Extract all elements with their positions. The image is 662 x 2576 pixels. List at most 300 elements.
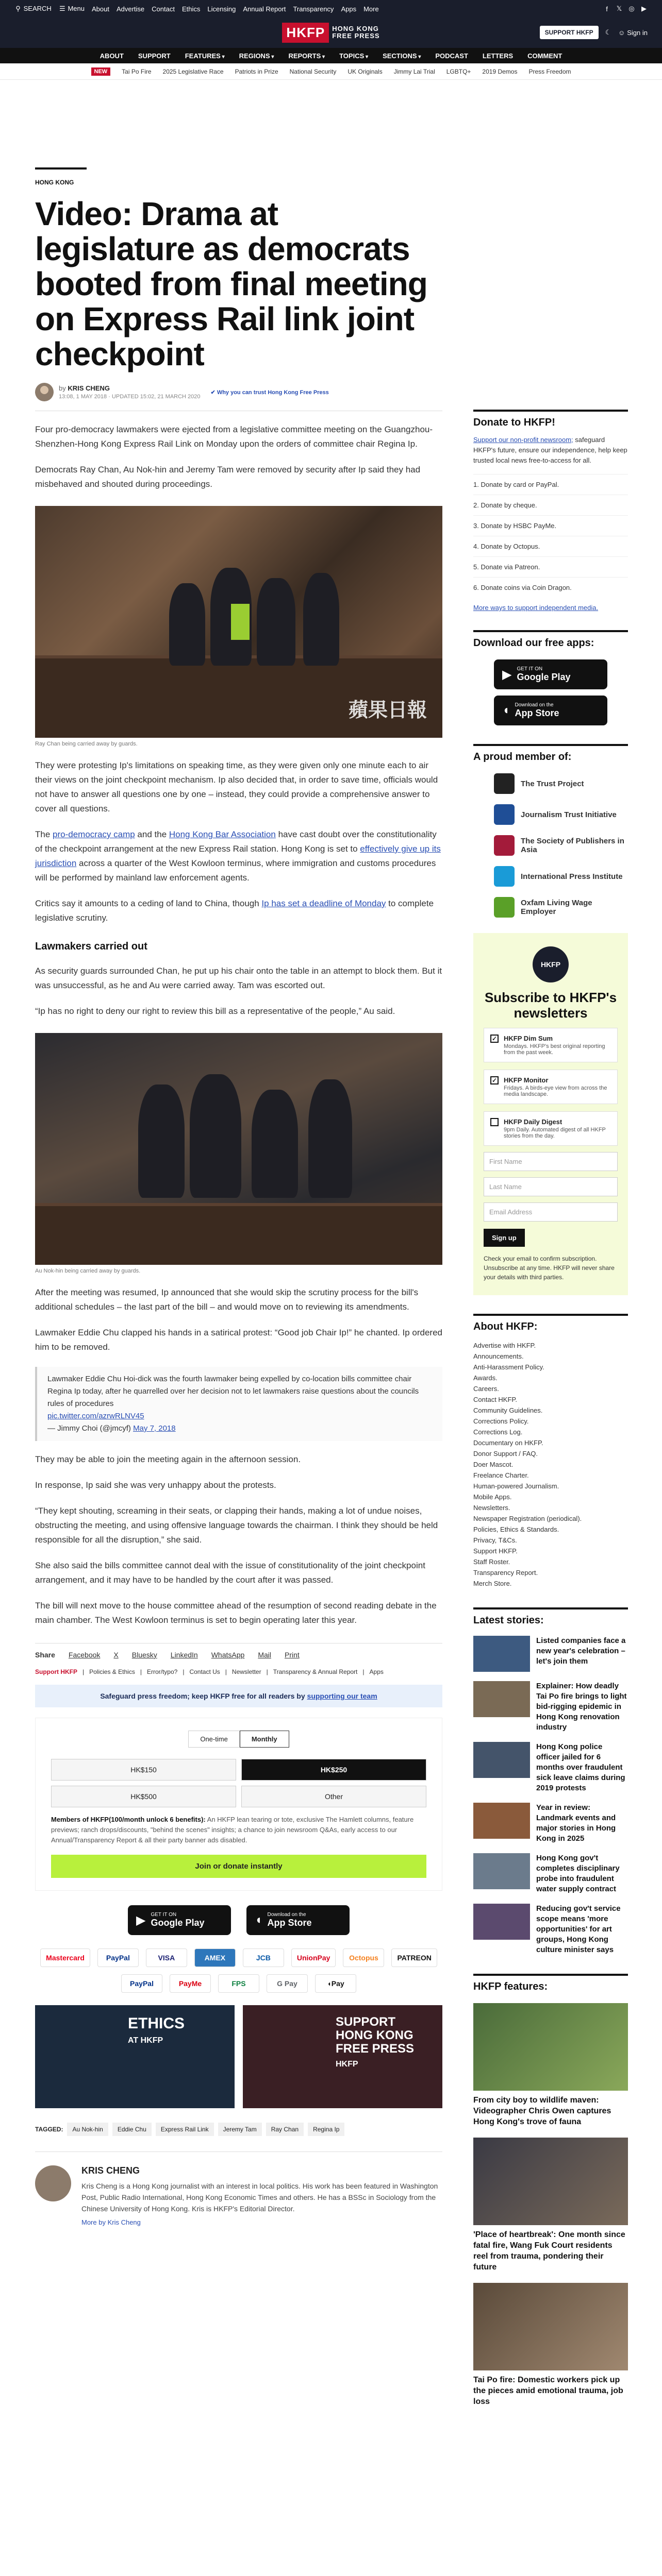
search-label: SEARCH bbox=[23, 5, 52, 12]
about-item[interactable]: Donor Support / FAQ. bbox=[473, 1450, 538, 1458]
paragraph: She also said the bills committee cannot deal with the issue of constitutionality of the joint checkpoint arrangement, and it may have to be handled by the court after it was passed. bbox=[35, 1561, 425, 1585]
tweet-pic-link[interactable]: pic.twitter.com/azrwRLNV45 bbox=[47, 1412, 144, 1420]
newsletter-option-title: HKFP Dim Sum bbox=[504, 1035, 553, 1042]
author-bio: Kris Cheng is a Hong Kong journalist with an interest in local politics. His work has been featured in Washington Post, Public Radio International, Hong Kong Economic Times and others. He has a BSSc in Sociology from the Chinese University of Hong Kong. Kris is HKFP's Editorial Director. bbox=[81, 2182, 438, 2213]
ipi-icon bbox=[494, 866, 515, 887]
google-play-button[interactable] bbox=[494, 659, 607, 689]
about-item[interactable]: Human-powered Journalism. bbox=[473, 1482, 559, 1490]
instagram-icon[interactable]: ◎ bbox=[628, 5, 635, 12]
photo-watermark: 蘋果日報 bbox=[348, 700, 427, 721]
share-mail[interactable]: Mail bbox=[258, 1651, 271, 1659]
latest-story[interactable] bbox=[473, 1803, 628, 1844]
google-play-icon: ▶ bbox=[136, 1913, 146, 1927]
donate-method[interactable]: 5. Donate via Patreon. bbox=[473, 556, 628, 577]
top-link-ethics[interactable]: Ethics bbox=[181, 5, 201, 13]
promo-banners bbox=[35, 2005, 442, 2108]
trending-item[interactable]: 2019 Demos bbox=[482, 67, 518, 75]
share-facebook[interactable]: Facebook bbox=[68, 1651, 101, 1659]
member-trust-project[interactable] bbox=[494, 773, 628, 794]
trending-item[interactable]: Jimmy Lai Trial bbox=[393, 67, 435, 75]
more-by-author-link[interactable]: More by Kris Cheng bbox=[81, 2218, 141, 2226]
trending-item[interactable]: Patriots in Prize bbox=[235, 67, 278, 75]
article-photo-2[interactable] bbox=[35, 1033, 442, 1265]
top-right bbox=[603, 5, 648, 13]
about-item[interactable]: Corrections Log. bbox=[473, 1428, 523, 1436]
sidebar-features bbox=[473, 1974, 628, 2407]
paragraph: Four pro-democracy lawmakers were ejected from a legislative committee meeting on the Guangzhou-Shenzhen-Hong Kong Express Rail Link on Monday upon the orders of committee chair Regina Ip. bbox=[35, 425, 433, 449]
tag[interactable]: Au Nok-hin bbox=[67, 2123, 108, 2136]
about-item[interactable]: Policies, Ethics & Standards. bbox=[473, 1526, 559, 1533]
donate-widget bbox=[35, 1718, 442, 1891]
payment-methods bbox=[35, 1948, 442, 1993]
feature-story[interactable] bbox=[473, 2003, 628, 2127]
trending-item[interactable]: UK Originals bbox=[347, 67, 383, 75]
paragraph bbox=[35, 827, 442, 885]
trending-item[interactable]: Tai Po Fire bbox=[122, 67, 152, 75]
nav-letters[interactable]: LETTERS bbox=[482, 52, 514, 60]
dark-mode-icon[interactable]: ☾ bbox=[605, 28, 611, 36]
story-title: Hong Kong police officer jailed for 6 months over fraudulent sick leave claims during 2019 protests bbox=[536, 1742, 625, 1792]
sidebar-donate-title: Donate to HKFP! bbox=[473, 410, 628, 429]
app-store-text bbox=[268, 1912, 312, 1928]
share-bluesky[interactable]: Bluesky bbox=[131, 1651, 157, 1659]
share-whatsapp[interactable]: WhatsApp bbox=[211, 1651, 245, 1659]
amount-option-other[interactable]: Other bbox=[241, 1786, 426, 1807]
photo-figure bbox=[169, 583, 205, 666]
donate-method[interactable]: 6. Donate coins via Coin Dragon. bbox=[473, 577, 628, 598]
author-box-content bbox=[81, 2165, 442, 2226]
share-x[interactable]: X bbox=[113, 1651, 119, 1659]
promo-title: ETHICS bbox=[128, 2015, 185, 2032]
story-thumbnail bbox=[473, 1681, 530, 1717]
paragraph: Democrats Ray Chan, Au Nok-hin and Jeremy Tam were removed by security after Ip said they had misbehaved and shouted during proceedings. bbox=[35, 465, 421, 489]
logo-line2: FREE PRESS bbox=[332, 32, 380, 40]
tags-row bbox=[35, 2123, 442, 2136]
sopa-icon bbox=[494, 835, 515, 856]
nav-topics[interactable]: TOPICS ▾ bbox=[339, 52, 368, 60]
top-link-annual-report[interactable]: Annual Report bbox=[243, 5, 286, 13]
link-bar-association[interactable]: Hong Kong Bar Association bbox=[169, 829, 276, 839]
checkbox-checked-icon[interactable]: ✓ bbox=[490, 1076, 499, 1084]
trending-item[interactable]: 2025 Legislative Race bbox=[162, 67, 224, 75]
latest-title: Latest stories: bbox=[473, 1607, 628, 1626]
nav-support[interactable]: SUPPORT bbox=[138, 52, 171, 60]
support-hkfp-button[interactable]: SUPPORT HKFP bbox=[540, 26, 599, 39]
share-linkedin[interactable]: LinkedIn bbox=[170, 1651, 198, 1659]
newsletter-option[interactable] bbox=[484, 1028, 618, 1062]
about-item[interactable]: Freelance Charter. bbox=[473, 1471, 529, 1479]
search-button[interactable] bbox=[14, 5, 52, 13]
subheading: Lawmakers carried out bbox=[35, 941, 147, 952]
by-label: by bbox=[59, 384, 68, 392]
about-item[interactable]: Merch Store. bbox=[473, 1580, 512, 1587]
member-label: International Press Institute bbox=[521, 872, 623, 881]
menu-icon: ☰ bbox=[59, 5, 65, 12]
newsletter-title: Subscribe to HKFP's newsletters bbox=[484, 990, 617, 1021]
article-photo-1[interactable] bbox=[35, 506, 442, 738]
menu-button[interactable] bbox=[59, 5, 85, 13]
paragraph: “Ip has no right to deny our right to review this bill as a representative of the people,” Au said. bbox=[35, 1006, 395, 1016]
logo-line1: HONG KONG bbox=[332, 25, 379, 32]
link-pro-democracy[interactable]: pro-democracy camp bbox=[53, 829, 135, 839]
google-pay-icon: G Pay bbox=[267, 1974, 308, 1993]
member-jti[interactable] bbox=[494, 804, 628, 825]
footer-link[interactable]: Apps bbox=[369, 1668, 384, 1675]
about-item[interactable]: Awards. bbox=[473, 1374, 498, 1382]
nav-sections[interactable]: SECTIONS ▾ bbox=[383, 52, 421, 60]
mastercard-icon: Mastercard bbox=[40, 1948, 90, 1967]
sidebar-about bbox=[473, 1314, 628, 1589]
app-store-label: App Store bbox=[267, 1918, 312, 1928]
frequency-toggle bbox=[51, 1731, 426, 1748]
feature-title: 'Place of heartbreak': One month since fatal fire, Wang Fuk Court residents reel from trauma, pondering their future bbox=[473, 2230, 625, 2272]
tag[interactable]: Ray Chan bbox=[266, 2123, 304, 2136]
paragraph: The bill will next move to the house committee ahead of the resumption of second reading debate in the main chamber. The West Kowloon terminus is set to begin operating later this year. bbox=[35, 1601, 437, 1625]
apple-icon: ◖ bbox=[255, 1913, 262, 1927]
nav-about[interactable]: ABOUT bbox=[100, 52, 124, 60]
footer-link[interactable]: Policies & Ethics bbox=[89, 1668, 135, 1675]
join-donate-button[interactable]: Join or donate instantly bbox=[51, 1855, 426, 1878]
photo-figure bbox=[308, 1079, 352, 1198]
section-label[interactable]: HONG KONG bbox=[35, 179, 74, 186]
search-icon: ⚲ bbox=[15, 5, 21, 12]
newsletter-badge: HKFP bbox=[533, 946, 569, 982]
story-thumbnail bbox=[473, 1742, 530, 1778]
newsletter-option-text bbox=[504, 1076, 611, 1097]
paragraph: As security guards surrounded Chan, he put up his chair onto the table in an attempt to block them. But it was unsuccessful, as he and Au were carried away. Tam was escorted out. bbox=[35, 966, 442, 990]
main-nav bbox=[0, 48, 662, 63]
newsletter-option-desc: 9pm Daily. Automated digest of all HKFP stories from the day. bbox=[504, 1127, 606, 1139]
text-run: The bbox=[35, 829, 53, 839]
about-item[interactable]: Documentary on HKFP. bbox=[473, 1439, 543, 1447]
about-item[interactable]: Contact HKFP. bbox=[473, 1396, 518, 1403]
trust-icon: ✔ bbox=[210, 389, 217, 396]
about-item[interactable]: Doer Mascot. bbox=[473, 1461, 514, 1468]
payme-icon: PayMe bbox=[170, 1974, 211, 1993]
photo-figure bbox=[138, 1084, 185, 1198]
top-link-apps[interactable]: Apps bbox=[341, 5, 357, 13]
nav-regions[interactable]: REGIONS ▾ bbox=[239, 52, 274, 60]
photo-caption: Au Nok-hin being carried away by guards. bbox=[35, 1268, 141, 1274]
embedded-tweet bbox=[35, 1367, 442, 1441]
trust-link[interactable] bbox=[211, 389, 329, 396]
trending-item[interactable]: LGBTQ+ bbox=[446, 67, 471, 75]
email-input[interactable]: Email Address bbox=[484, 1202, 618, 1222]
donate-method[interactable]: 2. Donate by cheque. bbox=[473, 495, 628, 515]
author-avatar[interactable] bbox=[35, 383, 54, 401]
about-item[interactable]: Community Guidelines. bbox=[473, 1406, 543, 1414]
one-time-tab[interactable]: One-time bbox=[188, 1731, 239, 1748]
share-bar bbox=[35, 1643, 442, 1659]
menu-label: Menu bbox=[68, 5, 85, 12]
latest-story[interactable] bbox=[473, 1853, 628, 1894]
trust-project-icon bbox=[494, 773, 515, 794]
donate-method[interactable]: 4. Donate by Octopus. bbox=[473, 536, 628, 556]
paypal-icon: PayPal bbox=[97, 1948, 139, 1967]
tweet-date-link[interactable]: May 7, 2018 bbox=[133, 1424, 176, 1433]
article-title: Video: Drama at legislature as democrats booted from final meeting on Express Rail link joint checkpoint bbox=[35, 195, 427, 372]
about-item[interactable]: Support HKFP. bbox=[473, 1547, 518, 1555]
ethics-promo[interactable] bbox=[35, 2005, 235, 2108]
story-thumbnail bbox=[473, 1853, 530, 1889]
sidebar-donate-link[interactable]: Support our non-profit newsroom; bbox=[473, 436, 573, 444]
about-item[interactable]: Announcements. bbox=[473, 1352, 524, 1360]
article-dates: 13:08, 1 MAY 2018 · UPDATED 15:02, 21 MARCH 2020 bbox=[59, 394, 201, 400]
top-link-transparency[interactable]: Transparency bbox=[293, 5, 334, 13]
checkbox-checked-icon[interactable]: ✓ bbox=[490, 1035, 499, 1043]
photo-green-shirt bbox=[231, 604, 250, 640]
photo-figure bbox=[257, 578, 295, 666]
tag[interactable]: Express Rail Link bbox=[156, 2123, 214, 2136]
about-item[interactable]: Staff Roster. bbox=[473, 1558, 510, 1566]
footer-link[interactable]: Transparency & Annual Report bbox=[273, 1668, 358, 1675]
fps-icon: FPS bbox=[218, 1974, 259, 1993]
feature-image bbox=[473, 2138, 628, 2225]
about-item[interactable]: Corrections Policy. bbox=[473, 1417, 529, 1425]
youtube-icon[interactable]: ▶ bbox=[641, 5, 647, 12]
tweet-author: — Jimmy Choi (@jmcyf) bbox=[47, 1424, 134, 1433]
footer-link[interactable]: Support HKFP bbox=[35, 1668, 77, 1675]
app-store-button[interactable] bbox=[246, 1905, 350, 1935]
trending-item[interactable]: Press Freedom bbox=[528, 67, 571, 75]
about-item[interactable]: Newspaper Registration (periodical). bbox=[473, 1515, 582, 1522]
text-run: Critics say it amounts to a ceding of land to China, though bbox=[35, 899, 262, 908]
photo-caption: Ray Chan being carried away by guards. bbox=[35, 741, 138, 747]
membership-note bbox=[51, 1815, 426, 1845]
story-title: Explainer: How deadly Tai Po fire brings to light bid-rigging epidemic in Hong Kong renovation industry bbox=[536, 1682, 627, 1732]
header-actions bbox=[493, 26, 648, 39]
top-link-about[interactable]: About bbox=[91, 5, 109, 13]
latest-story[interactable] bbox=[473, 1742, 628, 1793]
tag[interactable]: Regina Ip bbox=[308, 2123, 344, 2136]
unionpay-icon: UnionPay bbox=[291, 1948, 336, 1967]
link-deadline[interactable]: Ip has set a deadline of Monday bbox=[261, 899, 386, 908]
paragraph: After the meeting was resumed, Ip announced that she would skip the scrutiny process for the bill's additional schedules – the last part of the bill – and would move on to reviewing its amendments. bbox=[35, 1287, 419, 1312]
sign-in-link[interactable] bbox=[618, 29, 648, 37]
logo-text bbox=[332, 25, 379, 40]
about-item[interactable]: Anti-Harassment Policy. bbox=[473, 1363, 544, 1371]
google-play-text bbox=[151, 1912, 204, 1928]
member-sopa[interactable] bbox=[494, 835, 628, 856]
latest-story[interactable] bbox=[473, 1681, 628, 1733]
feature-story[interactable] bbox=[473, 2283, 628, 2407]
nav-features[interactable]: FEATURES ▾ bbox=[185, 52, 225, 60]
promo-subtitle: AT HKFP bbox=[128, 2036, 163, 2045]
google-play-button[interactable] bbox=[128, 1905, 231, 1935]
newsletter-option-desc: Fridays. A birds-eye view from across the media landscape. bbox=[504, 1085, 607, 1097]
newsletter-option[interactable] bbox=[484, 1070, 618, 1104]
photo-desk bbox=[35, 1203, 442, 1265]
nav-reports[interactable]: REPORTS ▾ bbox=[288, 52, 325, 60]
trending-bar bbox=[0, 63, 662, 80]
amex-icon: AMEX bbox=[194, 1948, 236, 1967]
visa-icon: VISA bbox=[146, 1948, 187, 1967]
google-play-small: GET IT ON bbox=[151, 1912, 177, 1918]
story-thumbnail bbox=[473, 1803, 530, 1839]
story-thumbnail bbox=[473, 1904, 530, 1940]
section-divider bbox=[35, 167, 87, 170]
sidebar-apps bbox=[473, 630, 628, 725]
google-play-label: Google Play bbox=[151, 1918, 205, 1928]
last-name-input[interactable]: Last Name bbox=[484, 1177, 618, 1196]
feature-title: Tai Po fire: Domestic workers pick up the pieces amid emotional trauma, job loss bbox=[473, 2376, 623, 2406]
text-run: have cast doubt over the constitutionality of the checkpoint arrangement at the new Express Rail station. Hong Kong is set to bbox=[35, 829, 437, 854]
photo-figure bbox=[190, 1074, 241, 1198]
top-link-more[interactable]: More bbox=[363, 5, 379, 13]
about-item[interactable]: Privacy, T&Cs. bbox=[473, 1536, 517, 1544]
tag[interactable]: Jeremy Tam bbox=[218, 2123, 262, 2136]
amount-options bbox=[51, 1759, 426, 1807]
member-label: The Society of Publishers in Asia bbox=[521, 837, 624, 854]
sidebar-store-buttons bbox=[473, 659, 628, 725]
app-store-small: Download on the bbox=[267, 1912, 306, 1918]
newsletter-option-title: HKFP Monitor bbox=[504, 1076, 549, 1084]
promo-subtitle: HKFP bbox=[336, 2060, 358, 2069]
about-item[interactable]: Careers. bbox=[473, 1385, 499, 1393]
newsletter-signup bbox=[473, 933, 628, 1295]
tag[interactable]: Eddie Chu bbox=[112, 2123, 152, 2136]
newsletter-note: Check your email to confirm subscription. Unsubscribe at any time. HKFP will never share your details with third parties. bbox=[484, 1255, 615, 1281]
about-title: About HKFP: bbox=[473, 1314, 628, 1333]
first-name-input[interactable]: First Name bbox=[484, 1152, 618, 1171]
banner-link[interactable]: supporting our team bbox=[307, 1692, 377, 1700]
member-oxfam[interactable] bbox=[494, 897, 628, 918]
top-link-licensing[interactable]: Licensing bbox=[207, 5, 236, 13]
about-item[interactable]: Mobile Apps. bbox=[473, 1493, 512, 1501]
byline bbox=[35, 383, 442, 401]
feature-story[interactable] bbox=[473, 2138, 628, 2273]
tweet-attribution bbox=[47, 1422, 432, 1435]
app-store-label: App Store bbox=[515, 708, 559, 718]
byline-text bbox=[59, 384, 201, 400]
membership-note-bold: Members of HKFP(100/month unlock 6 benefits): bbox=[51, 1816, 206, 1823]
author-box-avatar[interactable] bbox=[35, 2165, 71, 2201]
sidebar-latest bbox=[473, 1607, 628, 1955]
logo-mark: HKFP bbox=[282, 23, 329, 43]
paragraph: They were protesting Ip's limitations on speaking time, as they were given only one minute each to air their views on the joint checkpoint mechanism. Ip also decided that, in order to save time, officials would not have to answer all questions one by one – instead, they could provide a comprehensive answer to cover all questions. bbox=[35, 760, 438, 814]
support-banner bbox=[35, 1685, 442, 1707]
app-store-button[interactable] bbox=[494, 696, 607, 725]
sign-up-button[interactable]: Sign up bbox=[484, 1229, 525, 1247]
share-print[interactable]: Print bbox=[284, 1651, 300, 1659]
newsletter-option[interactable] bbox=[484, 1111, 618, 1146]
article bbox=[35, 80, 442, 2407]
members-title: A proud member of: bbox=[473, 744, 628, 763]
promo-title: SUPPORT HONG KONG FREE PRESS bbox=[336, 2015, 415, 2056]
donate-method[interactable]: 3. Donate by HSBC PayMe. bbox=[473, 515, 628, 536]
link-jurisdiction[interactable]: effectively give up its jurisdiction bbox=[35, 844, 441, 868]
about-item[interactable]: Newsletters. bbox=[473, 1504, 510, 1512]
nav-comment[interactable]: COMMENT bbox=[527, 52, 562, 60]
donate-method[interactable]: 1. Donate by card or PayPal. bbox=[473, 474, 628, 495]
story-title: Reducing gov't service scope means 'more opportunities' for art groups, Hong Kong culture minister says bbox=[536, 1904, 621, 1954]
sidebar bbox=[473, 80, 628, 2407]
x-icon[interactable]: 𝕏 bbox=[616, 5, 622, 12]
amount-option[interactable]: HK$150 bbox=[51, 1759, 236, 1781]
google-play-text bbox=[517, 666, 570, 683]
paragraph: Lawmaker Eddie Chu clapped his hands in a satirical protest: “Good job Chair Ip!” he chanted. Ip ordered him to be removed. bbox=[35, 1328, 443, 1352]
member-label: Oxfam Living Wage Employer bbox=[521, 899, 592, 916]
sidebar-donate-body: safeguard HKFP's future, ensure our independence, help keep trusted local news free-to-access for all. bbox=[473, 436, 627, 464]
top-link-contact[interactable]: Contact bbox=[152, 5, 175, 13]
monthly-tab[interactable]: Monthly bbox=[240, 1731, 289, 1748]
app-store-text bbox=[515, 702, 559, 719]
text-run: across a quarter of the West Kowloon terminus, where immigration and customs procedures will be performed by mainland law enforcement agents. bbox=[35, 858, 436, 883]
footer-links: Support HKFP | Policies & Ethics | Error/typo? | Contact Us | Newsletter | Transparency & Annual Report | Apps bbox=[35, 1668, 384, 1675]
feature-image bbox=[473, 2283, 628, 2370]
story-title: Listed companies face a new year's celebration – let's join them bbox=[536, 1636, 626, 1666]
more-ways-link[interactable]: More ways to support independent media. bbox=[473, 604, 599, 612]
newsletter-option-text bbox=[504, 1118, 611, 1139]
apple-pay-label: Pay bbox=[331, 1979, 344, 1988]
top-link-advertise[interactable]: Advertise bbox=[116, 5, 145, 13]
facebook-icon[interactable]: f bbox=[606, 5, 608, 13]
about-item[interactable]: Advertise with HKFP. bbox=[473, 1342, 536, 1349]
header bbox=[0, 17, 662, 48]
trust-label: Why you can trust Hong Kong Free Press bbox=[217, 389, 329, 396]
trending-item[interactable]: National Security bbox=[289, 67, 337, 75]
banner-text: Safeguard press freedom; keep HKFP free for all readers by bbox=[100, 1692, 307, 1700]
google-play-small: GET IT ON bbox=[517, 666, 543, 672]
member-ipi[interactable] bbox=[494, 866, 628, 887]
tweet-text: Lawmaker Eddie Chu Hoi-dick was the fourth lawmaker being expelled by co-location bills committee chair Regina Ip today, after he quarrelled over her decision not to let lawmakers raise questions about the councils rules of procedures bbox=[47, 1375, 419, 1408]
apple-pay-glyph: ◖ bbox=[327, 1979, 332, 1988]
apps-title: Download our free apps: bbox=[473, 630, 628, 649]
amount-option-selected[interactable]: HK$250 bbox=[241, 1759, 426, 1781]
newsletter-option-desc: Mondays. HKFP's best original reporting from the past week. bbox=[504, 1043, 605, 1056]
support-promo[interactable] bbox=[243, 2005, 442, 2108]
footer-link[interactable]: Error/typo? bbox=[146, 1668, 178, 1675]
paragraph: In response, Ip said she was very unhappy about the protests. bbox=[35, 1480, 276, 1490]
membership-note-text: An HKFP lean tearing or tote, exclusive The Hamlett columns, feature previews; ranch drops/discounts, "behind the scenes" insights; a chance to join newsroom Q&As, early access to our Annual/Transparency Report & all their party banner ads disabled. bbox=[51, 1816, 414, 1844]
google-play-icon: ▶ bbox=[502, 667, 512, 682]
newsletter-option-title: HKFP Daily Digest bbox=[504, 1118, 562, 1126]
about-item[interactable]: Transparency Report. bbox=[473, 1569, 538, 1577]
feature-title: From city boy to wildlife maven: Videographer Chris Owen captures Hong Kong's trove of fauna bbox=[473, 2096, 611, 2126]
text-run: to complete legislative scrutiny. bbox=[35, 899, 434, 923]
footer-link[interactable]: Newsletter bbox=[231, 1668, 261, 1675]
app-store-small: Download on the bbox=[515, 702, 554, 708]
sidebar-donate-text bbox=[473, 435, 628, 466]
octopus-icon: Octopus bbox=[343, 1948, 384, 1967]
newsletter-option-text bbox=[504, 1035, 611, 1056]
footer-link[interactable]: Contact Us bbox=[189, 1668, 220, 1675]
checkbox-icon[interactable] bbox=[490, 1118, 499, 1126]
sidebar-members bbox=[473, 744, 628, 918]
text-run: and the bbox=[135, 829, 169, 839]
latest-story[interactable] bbox=[473, 1904, 628, 1955]
feature-image bbox=[473, 2003, 628, 2091]
tags-label: TAGGED: bbox=[35, 2126, 63, 2133]
donate-methods-list bbox=[473, 474, 628, 598]
members-list bbox=[473, 773, 628, 918]
sidebar-donate bbox=[473, 410, 628, 612]
author-name-row bbox=[59, 384, 201, 392]
photo-figure bbox=[303, 573, 339, 666]
paypal-icon: PayPal bbox=[121, 1974, 162, 1993]
site-logo[interactable] bbox=[282, 23, 379, 43]
nav-podcast[interactable]: PODCAST bbox=[435, 52, 468, 60]
patreon-icon: PATREON bbox=[391, 1948, 437, 1967]
apple-pay-icon bbox=[315, 1974, 356, 1993]
top-left bbox=[14, 5, 594, 13]
amount-option[interactable]: HK$500 bbox=[51, 1786, 236, 1807]
latest-story[interactable] bbox=[473, 1636, 628, 1672]
author-name[interactable]: KRIS CHENG bbox=[68, 384, 110, 392]
author-box-name[interactable]: KRIS CHENG bbox=[81, 2165, 140, 2176]
page-body bbox=[0, 80, 662, 2407]
google-play-label: Google Play bbox=[517, 672, 571, 682]
